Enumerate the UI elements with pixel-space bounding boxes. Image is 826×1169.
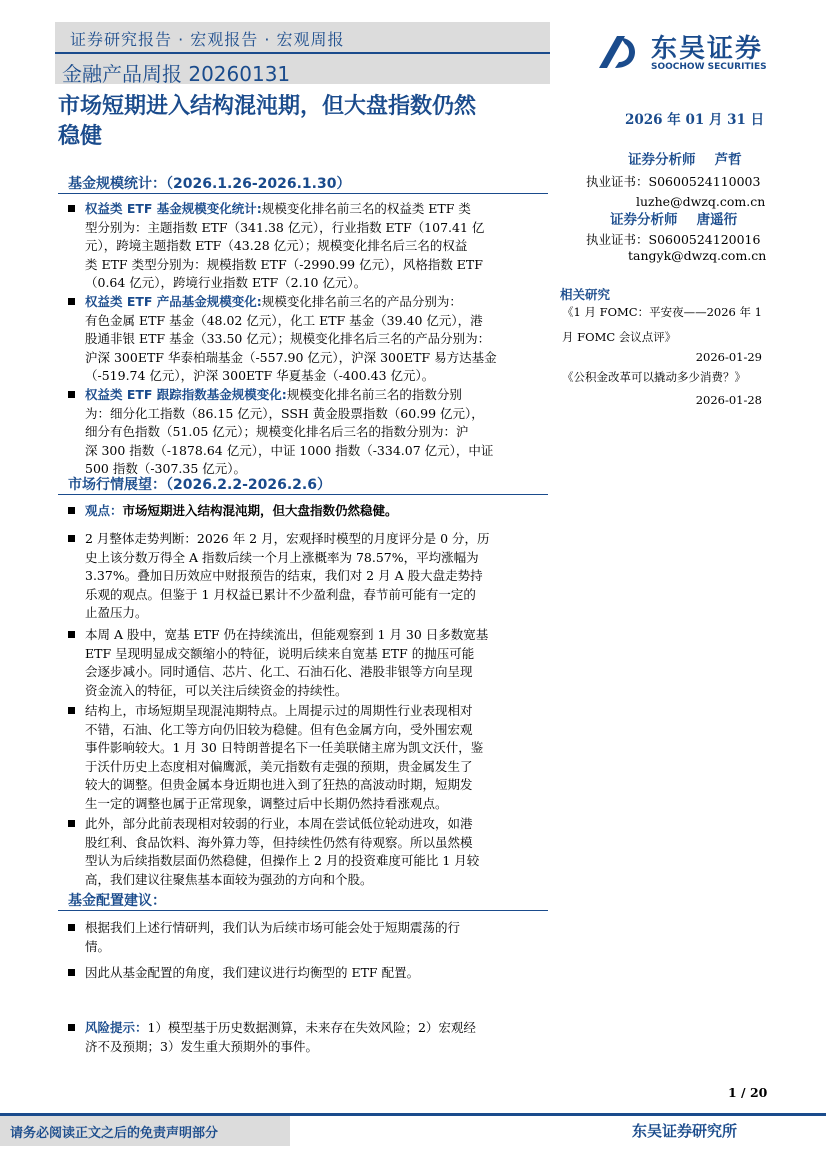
bullet-text: 事件影响较大。1 月 30 日特朗普提名下一任美联储主席为凯文沃什，鉴 xyxy=(85,740,484,755)
analyst-name: 唐遥衎 xyxy=(696,212,738,228)
bullet-square-icon xyxy=(68,298,75,305)
bullet-label: 权益类 ETF 基金规模变化统计: xyxy=(85,201,262,216)
bullet-text: 规模变化排名前三名的产品分别为： xyxy=(261,294,462,309)
bullet-text: 史上该分数万得全 A 指数后续一个月上涨概率为 78.57%，平均涨幅为 xyxy=(85,549,479,565)
list-item xyxy=(68,502,548,521)
section-divider xyxy=(58,910,548,911)
disclaimer-banner[interactable] xyxy=(0,1116,290,1146)
report-series-title: 金融产品周报 20260131 xyxy=(62,62,291,86)
related-item-title: 月 FOMC 会议点评》 xyxy=(562,330,677,344)
bullet-text: 元），跨境主题指数 ETF（43.28 亿元）；规模变化排名后三名的权益 xyxy=(85,238,468,253)
report-category: 证券研究报告 · 宏观报告 · 宏观周报 xyxy=(70,30,345,49)
bullet-label: 观点： xyxy=(85,503,123,518)
related-item-date: 2026-01-29 xyxy=(695,350,762,364)
bullet-text: 规模变化排名前三名的权益类 ETF 类 xyxy=(261,201,471,216)
bullet-text: 于沃什历史上态度相对偏鹰派，美元指数有走强的预期，贵金属发生了 xyxy=(85,758,473,774)
list-item xyxy=(68,815,548,889)
bullet-text: 不错，石油、化工等方向仍旧较为稳健。但有色金属方向，受外围宏观 xyxy=(85,721,473,737)
analyst-1-header xyxy=(628,148,742,168)
section-date-range: （2026.1.26-2026.1.30） xyxy=(166,176,351,192)
related-research-heading: 相关研究 xyxy=(560,287,611,302)
analyst-role: 证券分析师 xyxy=(628,152,696,168)
section-heading-market-outlook xyxy=(68,474,331,494)
bullet-text: 规模变化排名前三名的指数分别 xyxy=(286,387,462,402)
bullet-text: 根据我们上述行情研判，我们认为后续市场可能会处于短期震荡的行 xyxy=(85,920,461,935)
list-item xyxy=(68,964,548,983)
bullet-text: （0.64 亿元），跨境行业指数 ETF（2.10 亿元）。 xyxy=(85,275,367,290)
bullet-square-icon xyxy=(68,924,75,931)
section-date-range: （2026.2.2-2026.2.6） xyxy=(166,477,331,493)
bullet-text: 2 月整体走势判断：2026 年 2 月，宏观择时模型的月度评分是 0 分，历 xyxy=(85,531,490,546)
list-item xyxy=(68,1019,548,1056)
bullet-text: 资金流入的特征，可以关注后续资金的持续性。 xyxy=(85,682,348,698)
bullet-square-icon xyxy=(68,631,75,638)
related-item-1[interactable] xyxy=(562,300,772,350)
bullet-text: 1）模型基于历史数据测算，未来存在失效风险；2）宏观经 xyxy=(147,1020,476,1035)
bullet-text: 情。 xyxy=(85,938,111,954)
disclaimer-text: 请务必阅读正文之后的免责声明部分 xyxy=(10,1126,219,1141)
soochow-logo-icon xyxy=(595,30,645,74)
bullet-square-icon xyxy=(68,507,75,514)
bullet-square-icon xyxy=(68,391,75,398)
cert-number: S0600524120016 xyxy=(648,232,761,247)
bullet-text: 股红利、食品饮料、海外算力等，但持续性仍然有待观察。所以虽然模 xyxy=(85,834,473,850)
bullet-text: 因此从基金配置的角度，我们建议进行均衡型的 ETF 配置。 xyxy=(85,965,420,980)
analyst-2-cert xyxy=(586,230,760,248)
bullet-square-icon xyxy=(68,1024,75,1031)
bullet-text: 细分有色指数（51.05 亿元）；规模变化排名后三名的指数分别为：沪 xyxy=(85,424,469,439)
bullet-text: 沪深 300ETF 华泰柏瑞基金（-557.90 亿元），沪深 300ETF 易方达基金 xyxy=(85,349,497,365)
list-item xyxy=(68,293,548,386)
analyst-1-email[interactable]: luzhe@dwzq.com.cn xyxy=(636,194,766,209)
bullet-text: 较大的调整。但贵金属本身近期也进入到了狂热的高波动时期，短期发 xyxy=(85,777,473,792)
cert-label: 执业证书： xyxy=(586,174,649,189)
bullet-label: 风险提示： xyxy=(85,1020,148,1035)
analyst-role: 证券分析师 xyxy=(610,212,678,228)
list-item xyxy=(68,919,548,956)
related-item-2[interactable] xyxy=(562,365,772,390)
cert-label: 执业证书： xyxy=(586,232,649,247)
bullet-text: （-519.74 亿元），沪深 300ETF 华夏基金（-400.43 亿元）。 xyxy=(85,368,435,383)
analyst-1-cert xyxy=(586,172,760,190)
list-item xyxy=(68,530,548,623)
bullet-text: 本周 A 股中，宽基 ETF 仍在持续流出，但能观察到 1 月 30 日多数宽基 xyxy=(85,627,489,642)
bullet-text: 有色金属 ETF 基金（48.02 亿元），化工 ETF 基金（39.40 亿元），港 xyxy=(85,312,483,328)
report-title xyxy=(58,92,548,152)
logo-name-cn: 东吴证券 xyxy=(651,34,764,64)
bullet-text: 市场短期进入结构混沌期，但大盘指数仍然稳健。 xyxy=(122,503,398,518)
bullet-text: ETF 呈现明显成交额缩小的特征，说明后续来自宽基 ETF 的抛压可能 xyxy=(85,645,475,661)
page-number: 1 / 20 xyxy=(728,1085,768,1100)
bullet-text: 类 ETF 类型分别为：规模指数 ETF（-2990.99 亿元），风格指数 ETF xyxy=(85,256,483,272)
analyst-2-header xyxy=(610,208,737,228)
bullet-text: 股通非银 ETF 基金（33.50 亿元）；规模变化排名后三名的产品分别为： xyxy=(85,331,491,346)
analyst-name: 芦哲 xyxy=(714,152,742,168)
bullet-text: 为：细分化工指数（86.15 亿元），SSH 黄金股票指数（60.99 亿元）， xyxy=(85,405,484,421)
related-item-title: 《1 月 FOMC：平安夜——2026 年 1 xyxy=(562,305,763,319)
list-item xyxy=(68,626,548,700)
bullet-text: 生一定的调整也属于正常现象，调整过后中长期仍然持看涨观点。 xyxy=(85,795,448,811)
bullet-text: 500 指数（-307.35 亿元）。 xyxy=(85,461,247,476)
bullet-label: 权益类 ETF 产品基金规模变化: xyxy=(85,294,262,309)
bullet-square-icon xyxy=(68,707,75,714)
bullet-text: 3.37%。叠加日历效应中财报预告的结束，我们对 2 月 A 股大盘走势持 xyxy=(85,568,483,583)
bullet-square-icon xyxy=(68,535,75,542)
bullet-text: 高，我们建议往聚焦基本面较为强劲的方向和个股。 xyxy=(85,871,373,887)
bullet-label: 权益类 ETF 跟踪指数基金规模变化: xyxy=(85,387,287,402)
bullet-text: 结构上，市场短期呈现混沌期特点。上周提示过的周期性行业表现相对 xyxy=(85,703,473,718)
bullet-square-icon xyxy=(68,820,75,827)
list-item xyxy=(68,702,548,813)
related-item-date: 2026-01-28 xyxy=(695,393,762,407)
section-title: 基金规模统计： xyxy=(68,176,166,192)
bullet-square-icon xyxy=(68,969,75,976)
logo-name-en: SOOCHOW SECURITIES xyxy=(651,62,767,72)
report-title-line: 市场短期进入结构混沌期，但大盘指数仍然 xyxy=(58,94,477,119)
list-item xyxy=(68,386,548,479)
analyst-2-email[interactable]: tangyk@dwzq.com.cn xyxy=(628,248,767,263)
institute-name: 东吴证券研究所 xyxy=(632,1122,738,1140)
bullet-text: 深 300 指数（-1878.64 亿元），中证 1000 指数（-334.07 亿元），中证 xyxy=(85,442,494,458)
bullet-text: 乐观的观点。但鉴于 1 月权益已累计不少盈利盘，春节前可能有一定的 xyxy=(85,586,476,602)
section-title: 市场行情展望： xyxy=(68,477,166,493)
bullet-text: 型认为后续指数层面仍然稳健，但操作上 2 月的投资难度可能比 1 月较 xyxy=(85,853,480,868)
report-title-line: 稳健 xyxy=(58,124,103,149)
report-date: 2026 年 01 月 31 日 xyxy=(625,112,765,128)
bullet-text: 济不及预期；3）发生重大预期外的事件。 xyxy=(85,1038,318,1054)
bullet-square-icon xyxy=(68,205,75,212)
header-divider xyxy=(55,52,550,54)
section-heading-allocation: 基金配置建议： xyxy=(68,893,166,909)
section-divider xyxy=(58,193,548,194)
bullet-text: 会逐步减小。同时通信、芯片、化工、石油石化、港股非银等方向呈现 xyxy=(85,664,473,679)
company-logo xyxy=(595,30,775,78)
bullet-text: 止盈压力。 xyxy=(85,605,148,620)
section-heading-fund-scale xyxy=(68,173,350,193)
bullet-text: 型分别为：主题指数 ETF（341.38 亿元），行业指数 ETF（107.41 亿 xyxy=(85,219,485,235)
related-item-title: 《公积金改革可以撬动多少消费？》 xyxy=(562,370,746,384)
section-divider xyxy=(58,494,548,495)
list-item xyxy=(68,200,548,293)
cert-number: S0600524110003 xyxy=(648,174,761,189)
bullet-text: 此外，部分此前表现相对较弱的行业，本周在尝试低位轮动进攻，如港 xyxy=(85,816,473,831)
